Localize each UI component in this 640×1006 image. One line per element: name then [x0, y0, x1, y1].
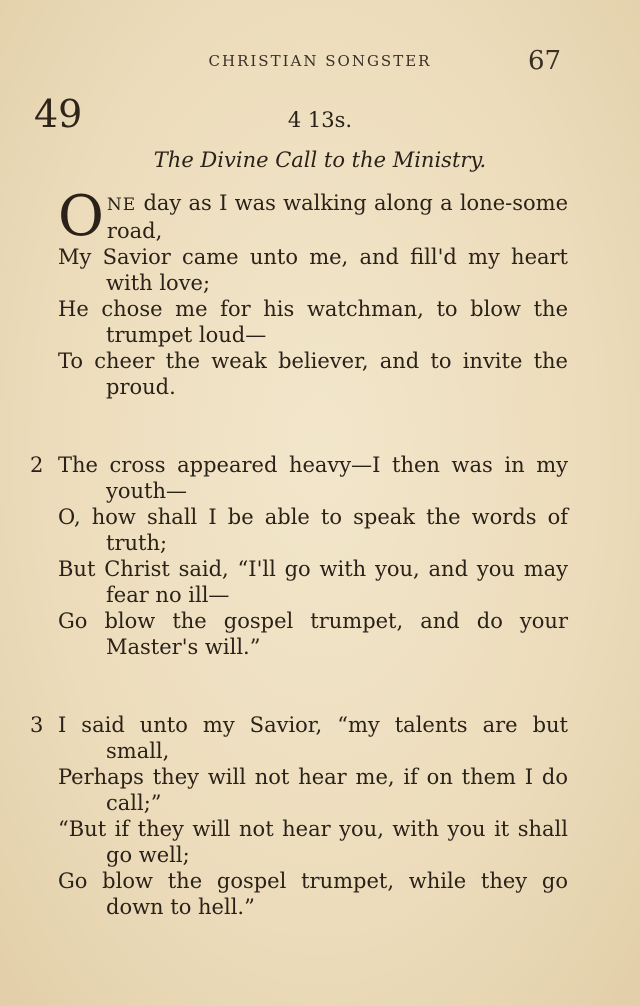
first-word-caps: NE: [106, 195, 137, 215]
stanza-2: [30, 452, 568, 660]
stanza-line: Go blow the gospel trumpet, and do your Master's will.”: [58, 609, 568, 659]
stanza-line: The cross appeared heavy—I then was in my youth—: [58, 453, 568, 503]
stanza-number: 2: [30, 453, 44, 477]
stanza-line: To cheer the weak believer, and to invite the proud.: [58, 349, 568, 399]
stanza-line: Perhaps they will not hear me, if on them I do call;”: [58, 765, 568, 815]
hymn-title: The Divine Call to the Ministry.: [153, 148, 487, 172]
stanza-line: I said unto my Savior, “my talents are but small,: [58, 713, 568, 763]
page-number: 67: [528, 46, 562, 76]
running-title: CHRISTIAN SONGSTER: [208, 52, 432, 70]
stanza-line: “But if they will not hear you, with you it shall go well;: [58, 817, 568, 867]
drop-cap: O: [58, 184, 104, 249]
stanza-line: Go blow the gospel trumpet, while they go down to hell.”: [58, 869, 568, 919]
stanza-line: But Christ said, “I'll go with you, and you may fear no ill—: [58, 557, 568, 607]
stanza-line: My Savior came unto me, and fill'd my heart with love;: [58, 245, 568, 295]
hymn-meter: 4 13s.: [287, 108, 353, 132]
stanza-line: O, how shall I be able to speak the words of truth;: [58, 505, 568, 555]
stanza-line: He chose me for his watchman, to blow the trumpet loud—: [58, 297, 568, 347]
line-text: day as I was walking along a lone-some road,: [106, 191, 568, 243]
hymn-text: [30, 184, 568, 972]
stanza-number: 3: [30, 713, 44, 737]
stanza-line: [58, 184, 568, 249]
stanza-3: [30, 712, 568, 920]
hymn-number: 49: [34, 92, 83, 136]
stanza-1: [58, 184, 568, 400]
